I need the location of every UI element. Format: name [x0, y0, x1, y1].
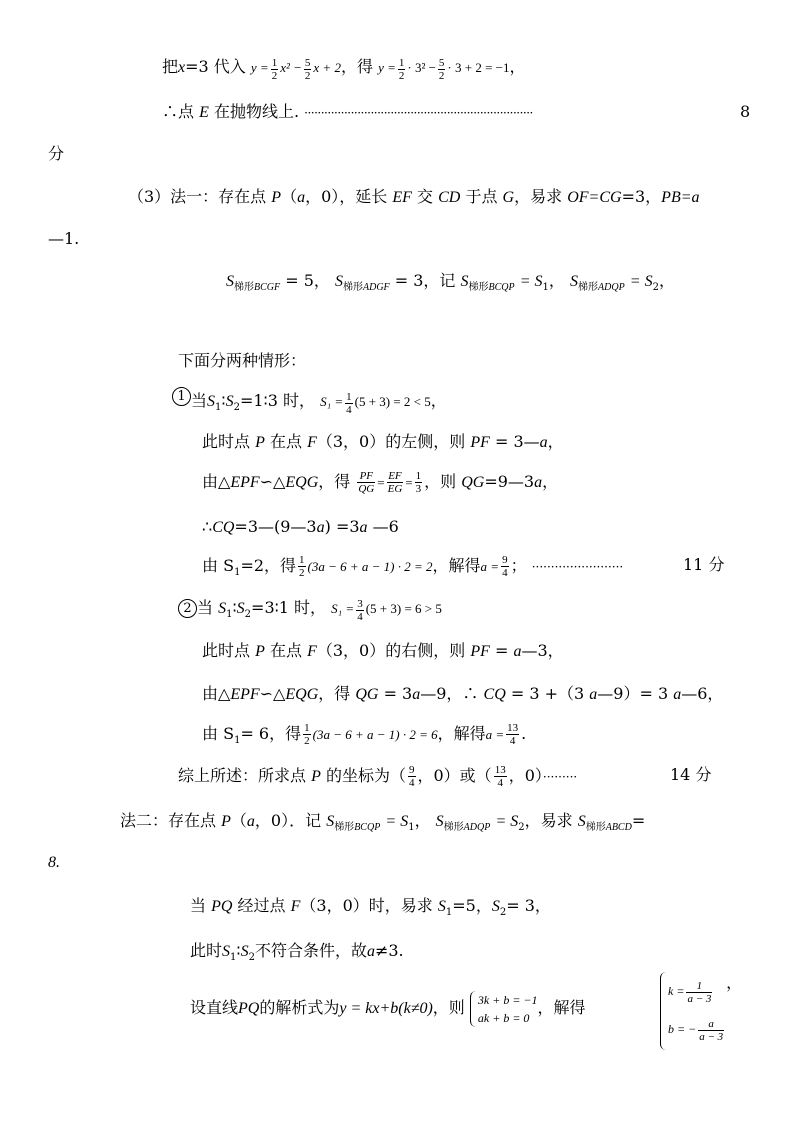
- score-unit: 分: [48, 144, 65, 163]
- line-two-cases: 下面分两种情形：: [178, 351, 307, 370]
- line-case2-solve: 由 $S_1= 6$，得 $\frac{1}{2}$ (3a − 6 + a − 1) · 2 = 6，解得a = $\frac{13}{4}$ .: [202, 722, 527, 747]
- line-case1-similar: 由△EPF∽△EQG，得 $\frac{PF}{QG}$ = $\frac{EF}{EG}$ = $\frac{1}{3}$ ，则 QG=9—3a，: [202, 470, 559, 495]
- line-case2-right: 此时点 P 在点 F（3，0）的右侧，则 PF = a—3，: [202, 641, 564, 660]
- line-method-two: 法二：存在点 P（a，0）．记 $S_{梯形BCQP} = S_1$， $S_{梯形ADQP} = S_2$，易求 $S_{梯形ABCD}=$: [120, 811, 646, 834]
- line-pq-through-f: 当 PQ 经过点 F（3，0）时，易求 $S_1=5$，$S_2= 3$，: [190, 896, 551, 919]
- score-11: 11 分: [683, 555, 725, 574]
- line-substitute: 把x=3 代入 y = $\frac{1}{2}$ x² − $\frac{5}{2}$ x + 2，得 y = $\frac{1}{2}$ · 3² − $\frac{5}{2}$ · 3 + 2 = −1，: [162, 56, 526, 82]
- line-case1-left: 此时点 P 在点 F（3，0）的左侧，则 PF = 3—a，: [202, 432, 564, 451]
- equation-system: 3k + b = −1 ak + b = 0: [470, 991, 538, 1027]
- line-pb-cont: —1.: [48, 229, 80, 248]
- line-case1-cq: ∴CQ=3—(9—3a) =3a —6: [202, 517, 399, 536]
- line-linear-function: 设直线PQ的解析式为y = kx+b(k≠0)，则 3k + b = −1 ak + b = 0 ，解得: [190, 992, 586, 1025]
- line-a-not-3: 此时$S_1∶S_2$不符合条件，故a≠3.: [190, 941, 404, 964]
- line-case-two: 2 当 $S_1∶S_2=3∶1$ 时， S₁ = $\frac{3}{4}$ (5 + 3) = 6 > 5: [178, 597, 442, 626]
- score-14: 14 分: [670, 765, 712, 784]
- score-8: 8: [740, 102, 751, 121]
- line-conclusion: 综上所述：所求点 P 的坐标为（ $\frac{9}{4}$ ，0）或（ $\frac{13}{4}$ ，0）·········: [178, 764, 578, 789]
- line-trapezoid-areas: $S_{梯形BCGF} = 5$， $S_{梯形ADGF} = 3$，记 $S_{梯形BCQP} = S_1$， $S_{梯形ADQP} = S_2$，: [226, 271, 675, 294]
- equation-parabola: y = $\frac{1}{2}$ x² − $\frac{5}{2}$ x + 2: [250, 56, 341, 82]
- circled-number-1: 1: [172, 387, 191, 406]
- equation-evaluate: y = $\frac{1}{2}$ · 3² − $\frac{5}{2}$ · 3 + 2 = −1: [378, 56, 510, 82]
- line-case2-similar: 由△EPF∽△EQG，得 QG = 3a—9，∴ CQ = 3 +（3 a—9）= 3 a—6，: [202, 684, 724, 703]
- line-point-on-parabola: ∴点 E 在抛物线上. ·····································································: [162, 102, 533, 121]
- line-case-one: 1 当$S_1∶S_2=1∶3$ 时， S₁ = $\frac{1}{4}$ (5 + 3) = 2 < 5，: [172, 390, 447, 419]
- line-area-8: 8.: [48, 854, 60, 871]
- circled-number-2: 2: [178, 599, 197, 618]
- line-case1-solve: 由 $S_1=2$，得 $\frac{1}{2}$ (3a − 6 + a − 1) · 2 = 2，解得a = $\frac{9}{4}$ ； ························: [202, 554, 624, 579]
- line-method-one: （3）法一：存在点 P（a，0），延长 EF 交 CD 于点 G，易求 OF=CG=3，PB=a: [128, 187, 700, 206]
- solution-system: k = $\frac{1}{a - 3}$ b = − $\frac{a}{a - 3}$ ，: [660, 972, 742, 1050]
